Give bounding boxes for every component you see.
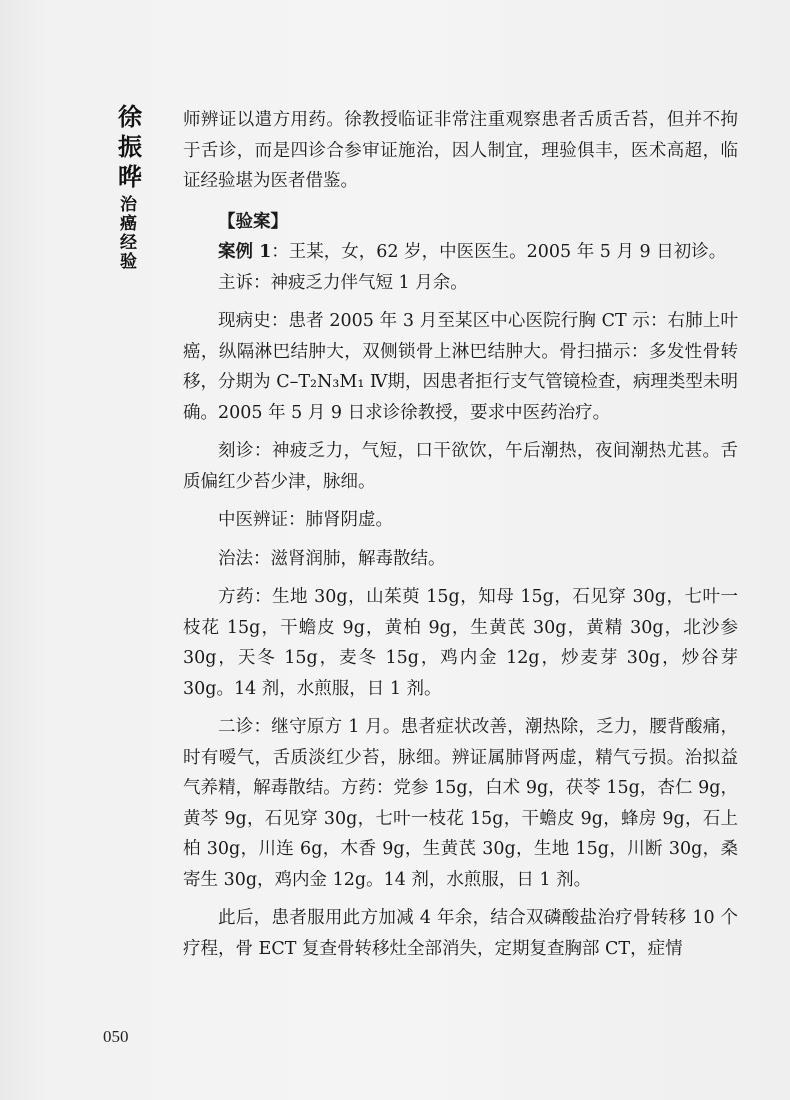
body-text [183,105,738,964]
chief-complaint: 主诉：神疲乏力伴气短 1 月余。 [218,272,468,293]
paragraph-intro: 师辨证以遣方用药。徐教授临证非常注重观察患者舌质舌苔，但并不拘于舌诊，而是四诊合参审证施治，因人制宜，理验俱丰，医术高超，临证经验堪为医者借鉴。 [183,110,738,191]
treatment-method: 治法：滋肾润肺，解毒散结。 [218,548,446,569]
book-subtitle: 治癌经验 [120,195,137,272]
page-number: 050 [103,1027,129,1046]
running-head [118,102,148,272]
medical-history: 现病史：患者 2005 年 3 月至某区中心医院行胸 CT 示：右肺上叶癌，纵隔淋巴结肿大，双侧锁骨上淋巴结肿大。骨扫描示：多发性骨转移，分期为 C–T₂N₃M₁ Ⅳ期，因患者拒行支气管镜检查，病理类型未明确。2005 年 5 月 9 日求诊徐教授，要求中医药治疗。 [183,311,738,423]
examination: 刻诊：神疲乏力，气短，口干欲饮，午后潮热，夜间潮热尤甚。舌质偏红少苔少津，脉细。 [183,441,738,492]
second-visit: 二诊：继守原方 1 月。患者症状改善，潮热除，乏力，腰背酸痛，时有嗳气，舌质淡红少苔，脉细。辨证属肺肾两虚，精气亏损。治拟益气养精，解毒散结。方药：党参 15g，白术 9g，茯苓 15g，杏仁 9g，黄芩 9g，石见穿 30g，七叶一枝花 15g，干蟾皮 9g，蜂房 9g，石上柏 30g，川连 6g，木香 9g，生黄芪 30g，生地 15g，川断 30g，桑寄生 30g，鸡内金 12g。14 剂，水煎服，日 1 剂。 [183,717,738,890]
tcm-diagnosis: 中医辨证：肺肾阴虚。 [218,510,393,530]
section-heading: 【验案】 [218,211,288,232]
case-intro-text: ：王某，女，62 岁，中医医生。2005 年 5 月 9 日初诊。 [271,242,727,262]
case-label: 案例 1 [218,242,272,262]
follow-up: 此后，患者服用此方加减 4 年余，结合双磷酸盐治疗骨转移 10 个疗程，骨 ECT 复查骨转移灶全部消失，定期复查胸部 CT，症情 [183,908,738,959]
author-name: 徐振晔 [118,102,142,191]
case-intro [183,237,738,268]
prescription: 方药：生地 30g，山茱萸 15g，知母 15g，石见穿 30g，七叶一枝花 15g，干蟾皮 9g，黄柏 9g，生黄芪 30g，黄精 30g，北沙参 30g，天冬 15g，麦冬 15g，鸡内金 12g，炒麦芽 30g，炒谷芽 30g。14 剂，水煎服，日 1 剂。 [183,587,738,699]
